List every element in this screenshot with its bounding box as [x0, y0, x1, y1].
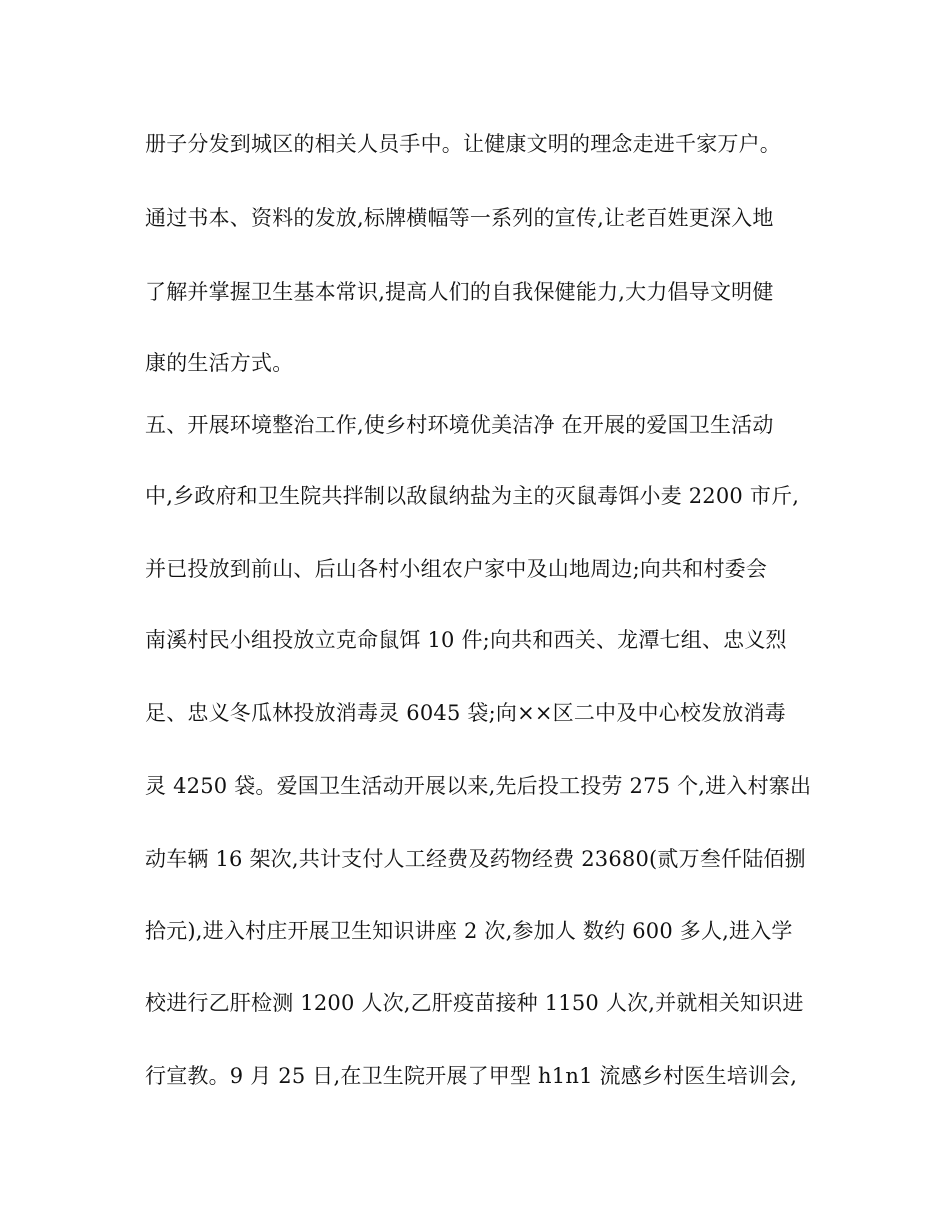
- paragraph-line: 拾元),进入村庄开展卫生知识讲座 2 次,参加人 数约 600 多人,进入学: [145, 919, 793, 943]
- paragraph-line: 行宣教。9 月 25 日,在卫生院开展了甲型 h1n1 流感乡村医生培训会,: [145, 1064, 798, 1088]
- paragraph-line: 南溪村民小组投放立克命鼠饵 10 件;向共和西关、龙潭七组、忠义烈: [145, 628, 787, 652]
- section-heading-line: 五、开展环境整治工作,使乡村环境优美洁净 在开展的爱国卫生活动: [145, 413, 774, 437]
- paragraph-line: 并已投放到前山、后山各村小组农户家中及山地周边;向共和村委会: [145, 557, 768, 581]
- paragraph-line: 校进行乙肝检测 1200 人次,乙肝疫苗接种 1150 人次,并就相关知识进: [145, 991, 804, 1015]
- paragraph-line: 中,乡政府和卫生院共拌制以敌鼠纳盐为主的灭鼠毒饵小麦 2200 市斤,: [145, 484, 800, 508]
- paragraph-line: 康的生活方式。: [145, 351, 294, 375]
- paragraph-line: 了解并掌握卫生基本常识,提高人们的自我保健能力,大力倡导文明健: [145, 280, 774, 304]
- paragraph-line: 灵 4250 袋。爱国卫生活动开展以来,先后投工投劳 275 个,进入村寨出: [145, 774, 812, 798]
- paragraph-line: 足、忠义冬瓜林投放消毒灵 6045 袋;向××区二中及中心校发放消毒: [145, 701, 786, 725]
- paragraph-line: 通过书本、资料的发放,标牌横幅等一系列的宣传,让老百姓更深入地: [145, 206, 774, 230]
- paragraph-line: 册子分发到城区的相关人员手中。让健康文明的理念走进千家万户。: [145, 132, 781, 156]
- paragraph-line: 动车辆 16 架次,共计支付人工经费及药物经费 23680(贰万叁仟陆佰捌: [145, 847, 806, 871]
